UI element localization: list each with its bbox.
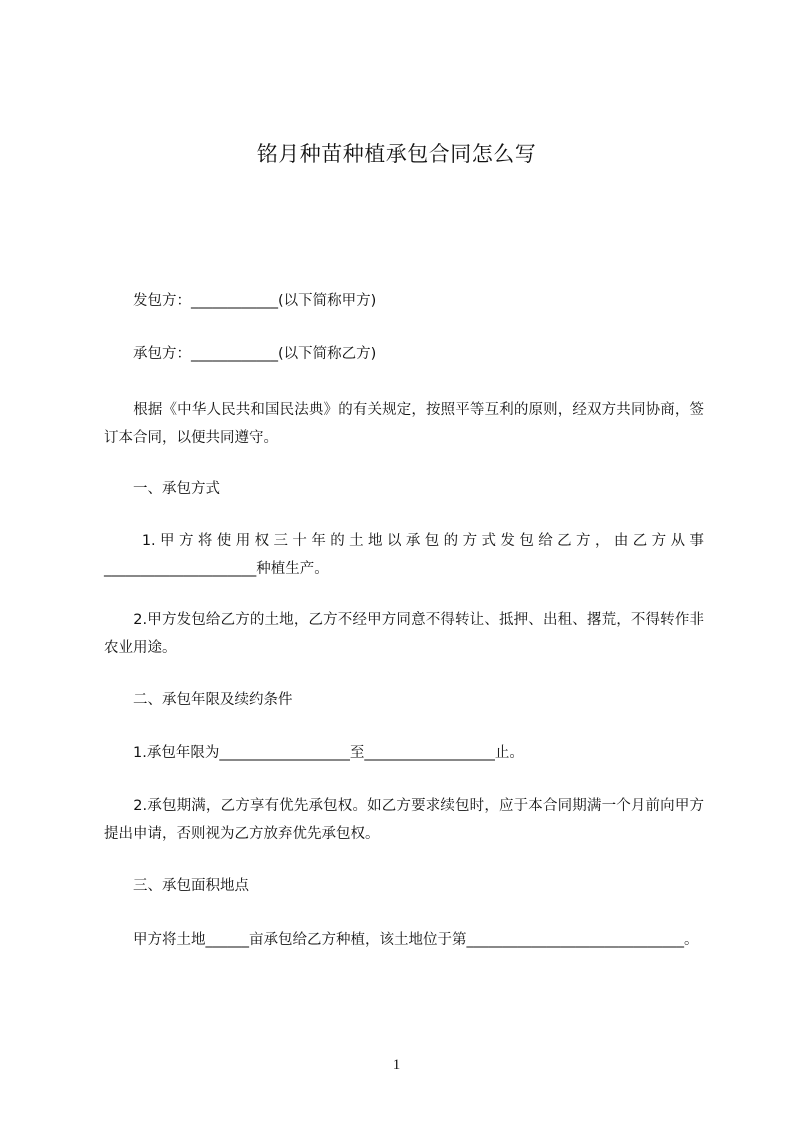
section-1-item-2: 2.甲方发包给乙方的土地，乙方不经甲方同意不得转让、抵押、出租、撂荒，不得转作非农业用途。 xyxy=(104,612,704,656)
document-title: 铭月种苗种植承包合同怎么写 xyxy=(256,142,537,166)
preamble-paragraph: 根据《中华人民共和国民法典》的有关规定，按照平等互利的原则，经双方共同协商，签订本合同，以便共同遵守。 xyxy=(104,402,704,446)
section-3-heading: 三、承包面积地点 xyxy=(104,878,249,894)
section-3-body: 甲方将土地______亩承包给乙方种植，该土地位于第______________________________。 xyxy=(104,932,699,948)
page-number: 1 xyxy=(392,1057,401,1073)
section-2-heading: 二、承包年限及续约条件 xyxy=(104,692,293,708)
section-2-item-2: 2.承包期满，乙方享有优先承包权。如乙方要求续包时，应于本合同期满一个月前向甲方提出申请，否则视为乙方放弃优先承包权。 xyxy=(104,798,704,842)
party-a-line: 发包方：____________(以下简称甲方) xyxy=(104,293,377,309)
section-1-heading: 一、承包方式 xyxy=(104,481,220,497)
section-1-item-1: 1.甲方将使用权三十年的土地以承包的方式发包给乙方，由乙方从事_____________________种植生产。 xyxy=(104,533,704,577)
section-2-item-1: 1.承包年限为__________________至__________________止。 xyxy=(104,745,524,761)
party-b-line: 承包方：____________(以下简称乙方) xyxy=(104,346,377,362)
